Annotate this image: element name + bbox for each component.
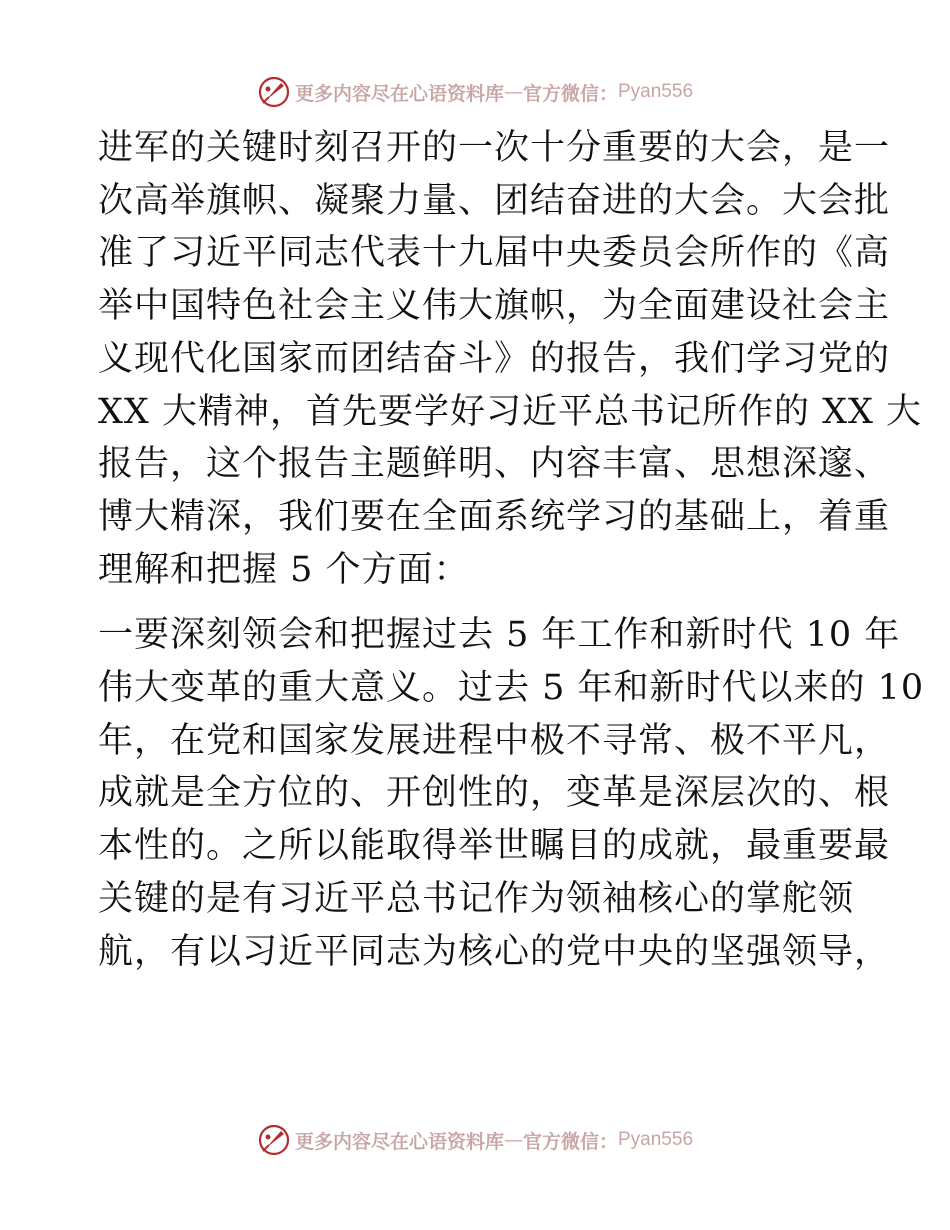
header-separator: — xyxy=(503,81,523,103)
text-line: 进军的关键时刻召开的一次十分重要的大会，是一 xyxy=(98,128,891,168)
footer-wechat-id: Pyan556 xyxy=(618,1129,694,1150)
feather-pen-logo-icon xyxy=(257,75,291,109)
text-line: 一要深刻领会和把握过去 5 年工作和新时代 10 年 xyxy=(98,615,901,656)
header-wechat-label: 官方微信： xyxy=(522,82,618,105)
header-wechat-id: Pyan556 xyxy=(618,81,694,102)
footer-banner xyxy=(0,1118,950,1162)
text-line: 成就是全方位的、开创性的，变革是深层次的、根 xyxy=(98,773,891,814)
paragraph-1 xyxy=(98,122,923,596)
text-line: 伟大变革的重大意义。过去 5 年和新时代以来的 10 xyxy=(98,668,925,709)
footer-separator: — xyxy=(503,1129,523,1151)
text-line: 准了习近平同志代表十九届中央委员会所作的《高 xyxy=(98,233,891,274)
document-body xyxy=(98,122,925,978)
text-line: 理解和把握 5 个方面： xyxy=(98,549,470,590)
text-line: 航，有以习近平同志为核心的党中央的坚强领导， xyxy=(98,931,891,972)
text-line: 次高举旗帜、凝聚力量、团结奋进的大会。大会批 xyxy=(98,180,891,221)
text-line: XX 大精神，首先要学好习近平总书记所作的 XX 大 xyxy=(98,391,923,432)
text-line: 博大精深，我们要在全面系统学习的基础上，着重 xyxy=(98,496,891,537)
footer-wechat-label: 官方微信： xyxy=(522,1130,618,1153)
paragraph-2 xyxy=(98,609,925,978)
header-banner xyxy=(0,70,950,114)
text-line: 本性的。之所以能取得举世瞩目的成就，最重要最 xyxy=(98,826,891,867)
feather-pen-logo-icon xyxy=(257,1123,291,1157)
header-banner-text: 更多内容尽在心语资料库 xyxy=(294,82,504,105)
text-line: 举中国特色社会主义伟大旗帜，为全面建设社会主 xyxy=(98,286,891,327)
text-line: 关键的是有习近平总书记作为领袖核心的掌舵领 xyxy=(98,878,855,919)
text-line: 报告，这个报告主题鲜明、内容丰富、思想深邃、 xyxy=(98,444,891,485)
footer-banner-text: 更多内容尽在心语资料库 xyxy=(294,1130,504,1153)
text-line: 义现代化国家而团结奋斗》的报告，我们学习党的 xyxy=(98,338,891,379)
text-line: 年，在党和国家发展进程中极不寻常、极不平凡， xyxy=(98,720,891,761)
